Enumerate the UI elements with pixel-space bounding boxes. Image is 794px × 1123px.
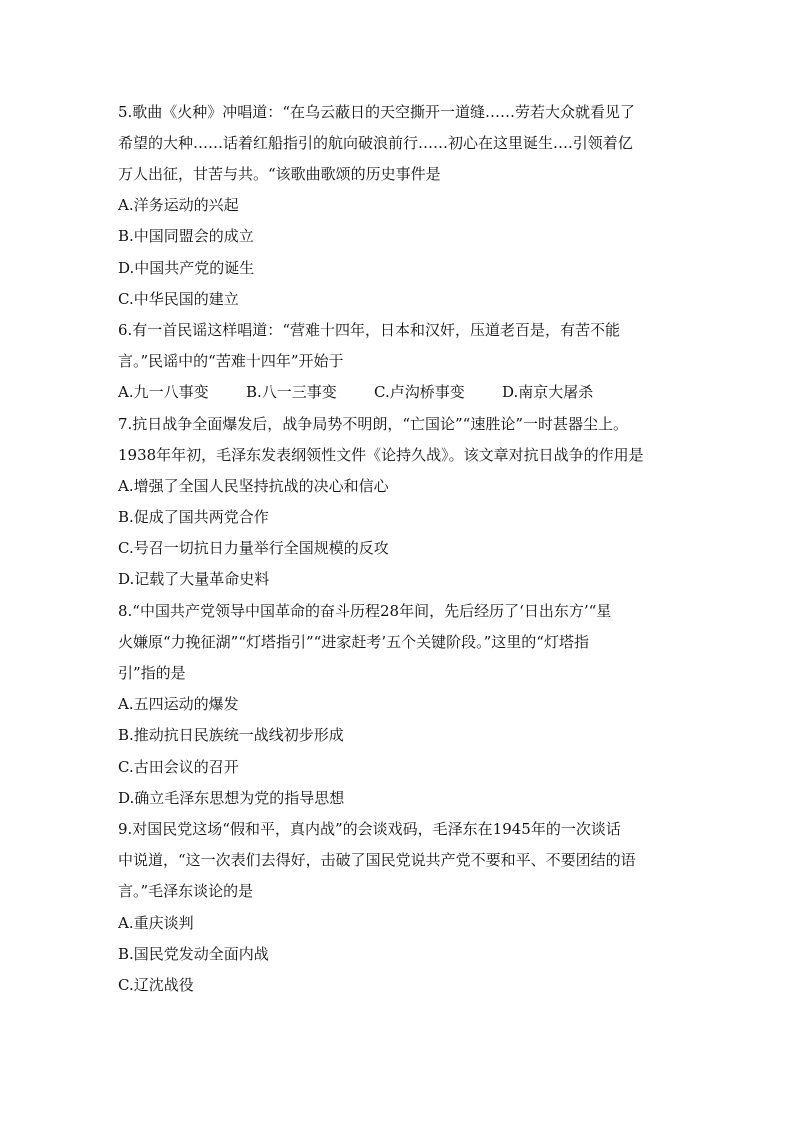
q8-option-a: A.五四运动的爆发 <box>118 695 239 713</box>
q5-stem-line-1: 5.歌曲《火种》冲唱道：“在乌云蔽日的天空撕开一道缝……劳若大众就看见了 <box>118 103 635 121</box>
q7-stem-line-1: 7.抗日战争全面爆发后，战争局势不明朗，“亡国论”“速胜论”一时甚器尘上。 <box>118 415 628 433</box>
q8-option-b: B.推动抗日民族统一战线初步形成 <box>118 726 344 744</box>
q5-option-1: A.洋务运动的兴起 <box>118 196 239 214</box>
q7-option-b: B.促成了国共两党合作 <box>118 508 269 526</box>
q6-option-b: B.八一三事变 <box>246 383 337 401</box>
q5-option-4: C.中华民国的建立 <box>118 290 239 308</box>
q9-option-a: A.重庆谈判 <box>118 914 194 932</box>
q5-stem-line-2: 希望的大种……话着红船指引的航向破浪前行……初心在这里诞生….引领着亿 <box>118 134 633 152</box>
q9-option-c: C.辽沈战役 <box>118 976 194 994</box>
q8-option-d: D.确立毛泽东思想为党的指导思想 <box>118 789 345 807</box>
q5-option-3: D.中国共产党的诞生 <box>118 259 255 277</box>
q6-option-d: D.南京大屠杀 <box>502 383 594 401</box>
q6-option-a: A.九一八事变 <box>118 383 209 401</box>
q8-stem-line-2: 火嫌原“力挽征湖”“灯塔指引”“进家赶考’五个关键阶段。”这里的“灯塔指 <box>118 633 589 651</box>
q9-option-b: B.国民党发动全面内战 <box>118 945 269 963</box>
q6-options-row <box>118 382 593 402</box>
q8-stem-line-3: 引”指的是 <box>118 664 186 682</box>
q8-stem-line-1: 8.“中国共产党领导中国革命的奋斗历程28年间，先后经历了‘日出东方’“星 <box>118 602 612 620</box>
q7-option-a: A.增强了全国人民坚持抗战的决心和信心 <box>118 477 389 495</box>
q6-stem-line-2: 言。”民谣中的“苦难十四年”开始于 <box>118 352 344 370</box>
q6-option-c: C.卢沟桥事变 <box>374 383 465 401</box>
q5-stem-line-3: 万人出征，甘苦与共。“该歌曲歌颂的历史事件是 <box>118 165 441 183</box>
q7-option-c: C.号召一切抗日力量举行全国规模的反攻 <box>118 539 389 557</box>
q7-stem-line-2: 1938年年初，毛泽东发表纲领性文件《论持久战》。该文章对抗日战争的作用是 <box>118 446 644 464</box>
q9-stem-line-1: 9.对国民党这场“假和平，真内战”的会谈戏码，毛泽东在1945年的一次谈话 <box>118 820 621 838</box>
q9-stem-line-2: 中说道，“这一次表们去得好，击破了国民党说共产党不要和平、不要团结的语 <box>118 851 636 869</box>
q7-option-d: D.记载了大量革命史料 <box>118 570 270 588</box>
q9-stem-line-3: 言。”毛泽东谈论的是 <box>118 882 254 900</box>
q5-option-2: B.中国同盟会的成立 <box>118 227 254 245</box>
q8-option-c: C.古田会议的召开 <box>118 758 239 776</box>
q6-stem-line-1: 6.有一首民谣这样唱道：“营难十四年，日本和汉奸，压道老百是，有苦不能 <box>118 321 620 339</box>
